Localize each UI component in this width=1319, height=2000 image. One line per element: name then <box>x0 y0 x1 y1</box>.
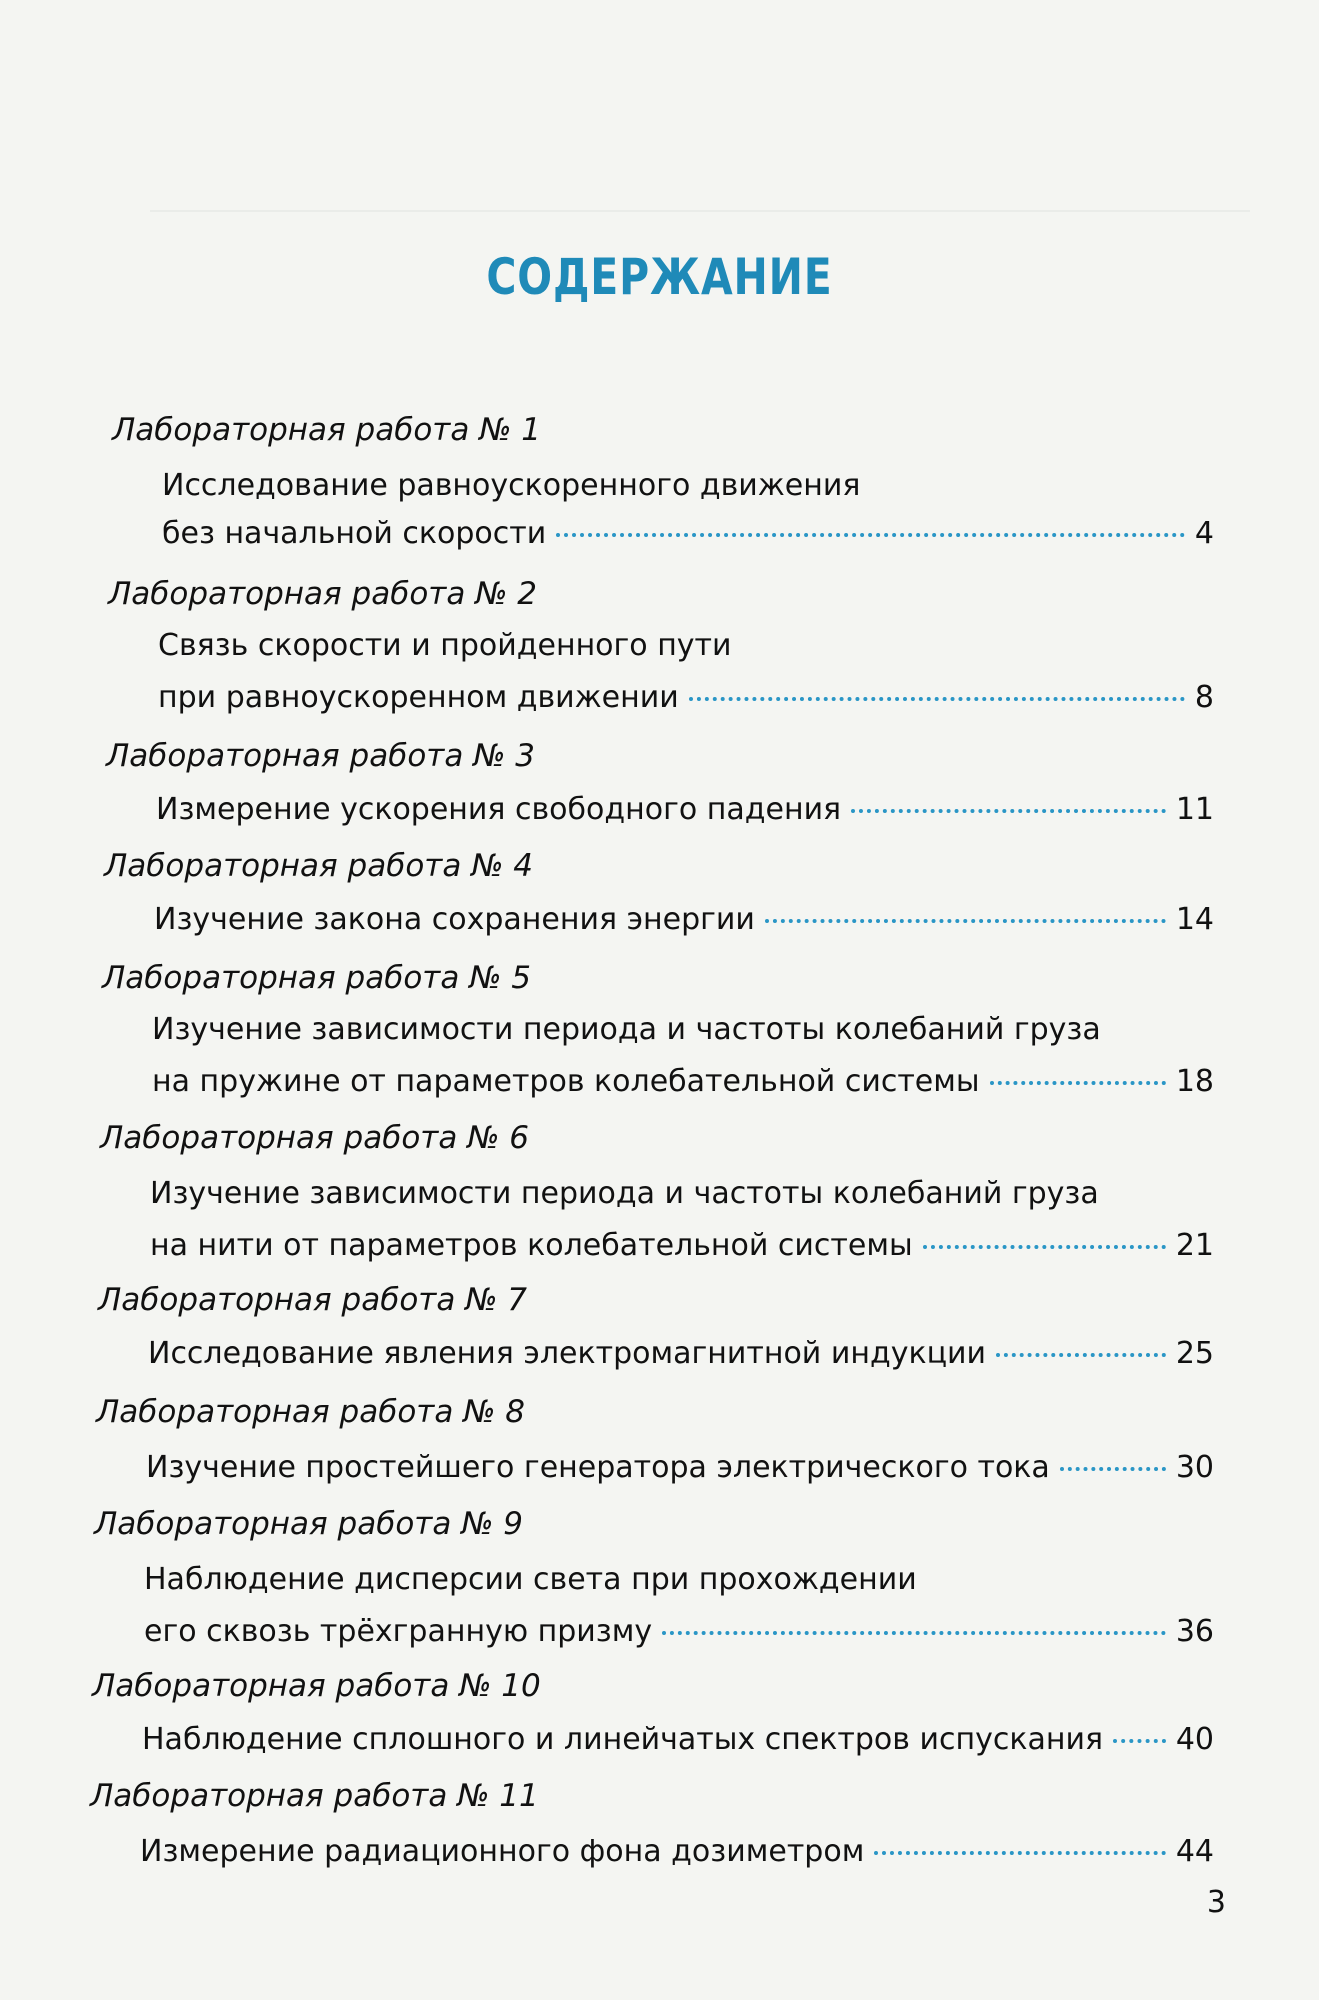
dot-leader <box>556 533 1185 537</box>
entry-page-number: 40 <box>1175 1722 1214 1757</box>
entry-line-last <box>140 1834 1214 1869</box>
entry-page-number: 44 <box>1175 1834 1214 1869</box>
entry-page-number: 8 <box>1194 680 1214 715</box>
entry-line-last <box>154 902 1214 937</box>
entry-line: Связь скорости и пройденного пути <box>158 628 732 663</box>
entry-text: Изучение простейшего генератора электрического тока <box>146 1450 1050 1485</box>
entry-page-number: 4 <box>1194 516 1214 551</box>
lab-title: Лабораторная работа № 2 <box>108 576 538 612</box>
lab-title: Лабораторная работа № 1 <box>112 412 542 448</box>
entry-line-last <box>144 1614 1214 1649</box>
entry-line-last <box>156 792 1214 827</box>
entry-text: без начальной скорости <box>162 516 547 551</box>
lab-title: Лабораторная работа № 8 <box>96 1394 526 1430</box>
lab-title: Лабораторная работа № 5 <box>102 960 532 996</box>
entry-line-last <box>152 1064 1214 1099</box>
entry-line-last <box>148 1336 1214 1371</box>
entry-page-number: 14 <box>1175 902 1214 937</box>
entry-line: Изучение зависимости периода и частоты колебаний груза <box>152 1012 1101 1047</box>
dot-leader <box>689 697 1185 701</box>
entry-line-last <box>162 516 1214 551</box>
dot-leader <box>874 1851 1165 1855</box>
entry-page-number: 18 <box>1175 1064 1214 1099</box>
entry-line-last <box>142 1722 1214 1757</box>
lab-title: Лабораторная работа № 7 <box>98 1282 528 1318</box>
lab-title: Лабораторная работа № 11 <box>90 1778 539 1814</box>
dot-leader <box>996 1353 1166 1357</box>
dot-leader <box>990 1081 1166 1085</box>
entry-text: на нити от параметров колебательной системы <box>150 1228 913 1263</box>
entry-text: его сквозь трёхгранную призму <box>144 1614 653 1649</box>
page-title: СОДЕРЖАНИЕ <box>486 248 833 306</box>
entry-line-last <box>146 1450 1214 1485</box>
lab-title: Лабораторная работа № 4 <box>104 848 534 884</box>
page-number: 3 <box>1206 1885 1226 1920</box>
entry-text: Измерение ускорения свободного падения <box>156 792 842 827</box>
dot-leader <box>1060 1467 1166 1471</box>
entry-text: Наблюдение сплошного и линейчатых спектров испускания <box>142 1722 1104 1757</box>
entry-page-number: 11 <box>1175 792 1214 827</box>
entry-page-number: 25 <box>1175 1336 1214 1371</box>
entry-line: Исследование равноускоренного движения <box>162 468 861 503</box>
dot-leader <box>851 809 1166 813</box>
dot-leader <box>923 1245 1166 1249</box>
entry-text: Измерение радиационного фона дозиметром <box>140 1834 865 1869</box>
entry-page-number: 21 <box>1175 1228 1214 1263</box>
lab-title: Лабораторная работа № 6 <box>100 1120 530 1156</box>
entry-line-last <box>158 680 1214 715</box>
lab-title: Лабораторная работа № 9 <box>94 1506 524 1542</box>
dot-leader <box>1113 1739 1166 1743</box>
entry-line: Наблюдение дисперсии света при прохождении <box>144 1562 917 1597</box>
lab-title: Лабораторная работа № 3 <box>106 738 536 774</box>
entry-text: Исследование явления электромагнитной индукции <box>148 1336 986 1371</box>
entry-line: Изучение зависимости периода и частоты колебаний груза <box>150 1176 1099 1211</box>
entry-line-last <box>150 1228 1214 1263</box>
dot-leader <box>765 919 1166 923</box>
entry-text: на пружине от параметров колебательной системы <box>152 1064 980 1099</box>
dot-leader <box>662 1631 1166 1635</box>
entry-text: Изучение закона сохранения энергии <box>154 902 755 937</box>
entry-page-number: 30 <box>1175 1450 1214 1485</box>
lab-title: Лабораторная работа № 10 <box>92 1668 541 1704</box>
entry-page-number: 36 <box>1175 1614 1214 1649</box>
entry-text: при равноускоренном движении <box>158 680 679 715</box>
